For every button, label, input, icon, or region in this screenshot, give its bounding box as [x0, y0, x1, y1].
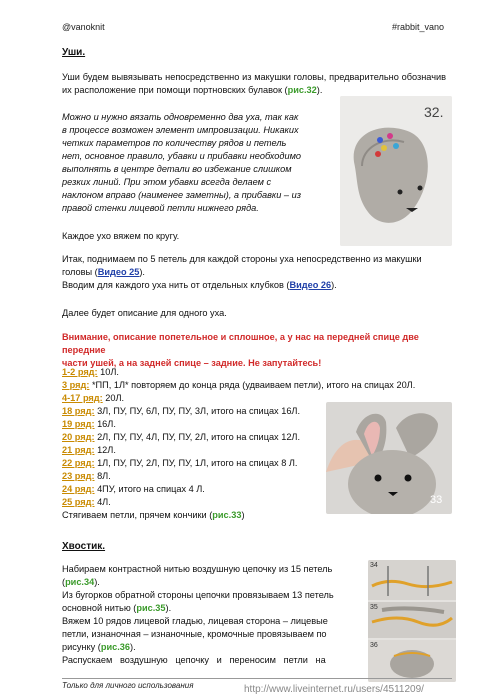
- row-text: *ПП, 1Л* повторяем до конца ряда (удваиваем петли), итого на спицах 20Л.: [89, 380, 416, 390]
- row-text: 4ПУ, итого на спицах 4 Л.: [94, 484, 205, 494]
- row-item: [62, 379, 452, 392]
- rows-list: [62, 366, 416, 522]
- row-item: [62, 457, 342, 470]
- italic-line: четких параметров по количеству рядов и петель: [62, 138, 287, 148]
- photo-collage-34-36: [368, 560, 456, 682]
- italic-line: Можно и нужно вязать одновременно два уха, так как: [62, 112, 299, 122]
- ears-intro-text: Уши будем вывязывать непосредственно из макушки головы, предварительно обозначив их расположение при помощи портновских булавок: [62, 72, 446, 95]
- row-text: 16Л.: [94, 419, 116, 429]
- row-label: 3 ряд:: [62, 380, 90, 390]
- row-text: 3Л, ПУ, ПУ, 6Л, ПУ, ПУ, 3Л, итого на спицах 16Л.: [94, 406, 301, 416]
- photo-35-label: 35: [370, 604, 378, 611]
- round-note: Каждое ухо вяжем по кругу.: [62, 231, 180, 241]
- tail-p1-line2: (рис.34).: [62, 577, 100, 587]
- footer-note: Только для личного использования: [62, 681, 194, 690]
- tail-p3-line3: рисунку (рис.36).: [62, 642, 136, 652]
- photo-33-label: 33: [430, 494, 443, 506]
- tail-p3-line2: петли, изнаночная – изнаночные, кромочные провязываем по: [62, 629, 327, 639]
- row-text: 1Л, ПУ, ПУ, 2Л, ПУ, ПУ, 1Л, итого на спицах 8 Л.: [94, 458, 298, 468]
- fig36-ref: рис.36: [100, 642, 131, 652]
- photo-34-label: 34: [370, 562, 378, 569]
- row-item: [62, 405, 342, 418]
- photo-36-label: 36: [370, 642, 378, 649]
- warning-line-2: части ушей, а на задней спице – задние. Не запутайтесь!: [62, 358, 322, 368]
- tail-p2-text: основной нитью: [62, 603, 131, 613]
- hashtag: #rabbit_vano: [392, 22, 445, 32]
- row-item: [62, 470, 342, 483]
- row-item: [62, 431, 342, 444]
- fig34-ref: рис.34: [65, 577, 95, 587]
- italic-line: резких линий. При этом убавки всегда делаем с: [62, 177, 272, 187]
- row-text: 10Л.: [97, 367, 119, 377]
- pickup-head: головы: [62, 267, 93, 277]
- tail-p3-text: рисунку: [62, 642, 96, 652]
- separate-text: Вводим для каждого уха нить от отдельных клубков: [62, 280, 284, 290]
- tail-p2-line1: Из бугорков обратной стороны цепочки провязываем 13 петель: [62, 590, 334, 600]
- fig35-ref: рис.35: [136, 603, 166, 613]
- watermark: http://www.liveinternet.ru/users/4511209/: [244, 684, 424, 695]
- fig32-ref: рис.32: [287, 85, 317, 95]
- warning: [62, 331, 452, 370]
- italic-line: правой стенки лицевой петли нижнего ряда.: [62, 203, 259, 213]
- row-label: 20 ряд:: [62, 432, 95, 442]
- finish-line: Стягиваем петли, прячем кончики (рис.33): [62, 510, 245, 520]
- row-label: 4-17 ряд:: [62, 393, 103, 403]
- ears-intro: Уши будем вывязывать непосредственно из макушки головы, предварительно обозначив их расположение при помощи портновских булавок (рис.32).: [62, 72, 446, 95]
- row-text: 20Л.: [102, 393, 125, 403]
- row-label: 19 ряд:: [62, 419, 95, 429]
- tail-p4-line1: Распускаем воздушную цепочку и переносим петли на: [62, 655, 326, 665]
- photo-32-label: 32.: [424, 104, 444, 120]
- warning-line-1: Внимание, описание попетельное и сплошное, а у нас на передней спице две передние: [62, 332, 419, 355]
- ears-italic-block: [62, 111, 334, 215]
- footer-divider: [62, 678, 452, 679]
- tail-title: Хвостик.: [62, 541, 106, 552]
- video-26-link[interactable]: Видео 26: [289, 280, 332, 290]
- row-item: [62, 496, 342, 509]
- finish-text: Стягиваем петли, прячем кончики: [62, 510, 207, 520]
- separate-line: Вводим для каждого уха нить от отдельных клубков (Видео 26).: [62, 280, 337, 290]
- row-label: 18 ряд:: [62, 406, 95, 416]
- pickup-line-1: Итак, поднимаем по 5 петель для каждой стороны уха непосредственно из макушки: [62, 254, 422, 264]
- italic-line: наклоном вправо (наименее заметны), а прибавки – из: [62, 190, 301, 200]
- italic-line: в процессе возможен элемент импровизации. Никаких: [62, 125, 299, 135]
- row-label: 24 ряд:: [62, 484, 95, 494]
- row-label: 22 ряд:: [62, 458, 95, 468]
- row-text: 2Л, ПУ, ПУ, 4Л, ПУ, ПУ, 2Л, итого на спицах 12Л.: [94, 432, 301, 442]
- author-handle: @vanoknit: [62, 22, 105, 32]
- row-label: 21 ряд:: [62, 445, 95, 455]
- row-label: 25 ряд:: [62, 497, 95, 507]
- pickup-line-2: головы (Видео 25).: [62, 267, 145, 277]
- row-item: [62, 366, 342, 379]
- italic-line: нет, основное правило, убавки и прибавки необходимо: [62, 151, 302, 161]
- tail-p2-line2: основной нитью (рис.35).: [62, 603, 172, 613]
- photo-32: [340, 96, 452, 246]
- row-text: 8Л.: [94, 471, 111, 481]
- row-text: 4Л.: [94, 497, 111, 507]
- photo-33: [326, 402, 452, 514]
- row-item: [62, 418, 342, 431]
- row-item: [62, 483, 342, 496]
- ears-title: Уши.: [62, 47, 86, 58]
- row-text: 12Л.: [94, 445, 116, 455]
- row-label: 23 ряд:: [62, 471, 95, 481]
- row-label: 1-2 ряд:: [62, 367, 98, 377]
- tail-p1-line1: Набираем контрастной нитью воздушную цепочку из 15 петель: [62, 564, 333, 574]
- italic-line: выполнять в центре детали во избежание слишком: [62, 164, 292, 174]
- fig33-ref: рис.33: [212, 510, 242, 520]
- row-item: [62, 444, 342, 457]
- tail-paragraphs: [62, 563, 364, 667]
- tail-p3-line1: Вяжем 10 рядов лицевой гладью, лицевая сторона – лицевые: [62, 616, 328, 626]
- video-25-link[interactable]: Видео 25: [97, 267, 140, 277]
- pickup-paragraph: [62, 253, 446, 292]
- one-ear-note: Далее будет описание для одного уха.: [62, 308, 227, 318]
- row-item: [62, 392, 342, 405]
